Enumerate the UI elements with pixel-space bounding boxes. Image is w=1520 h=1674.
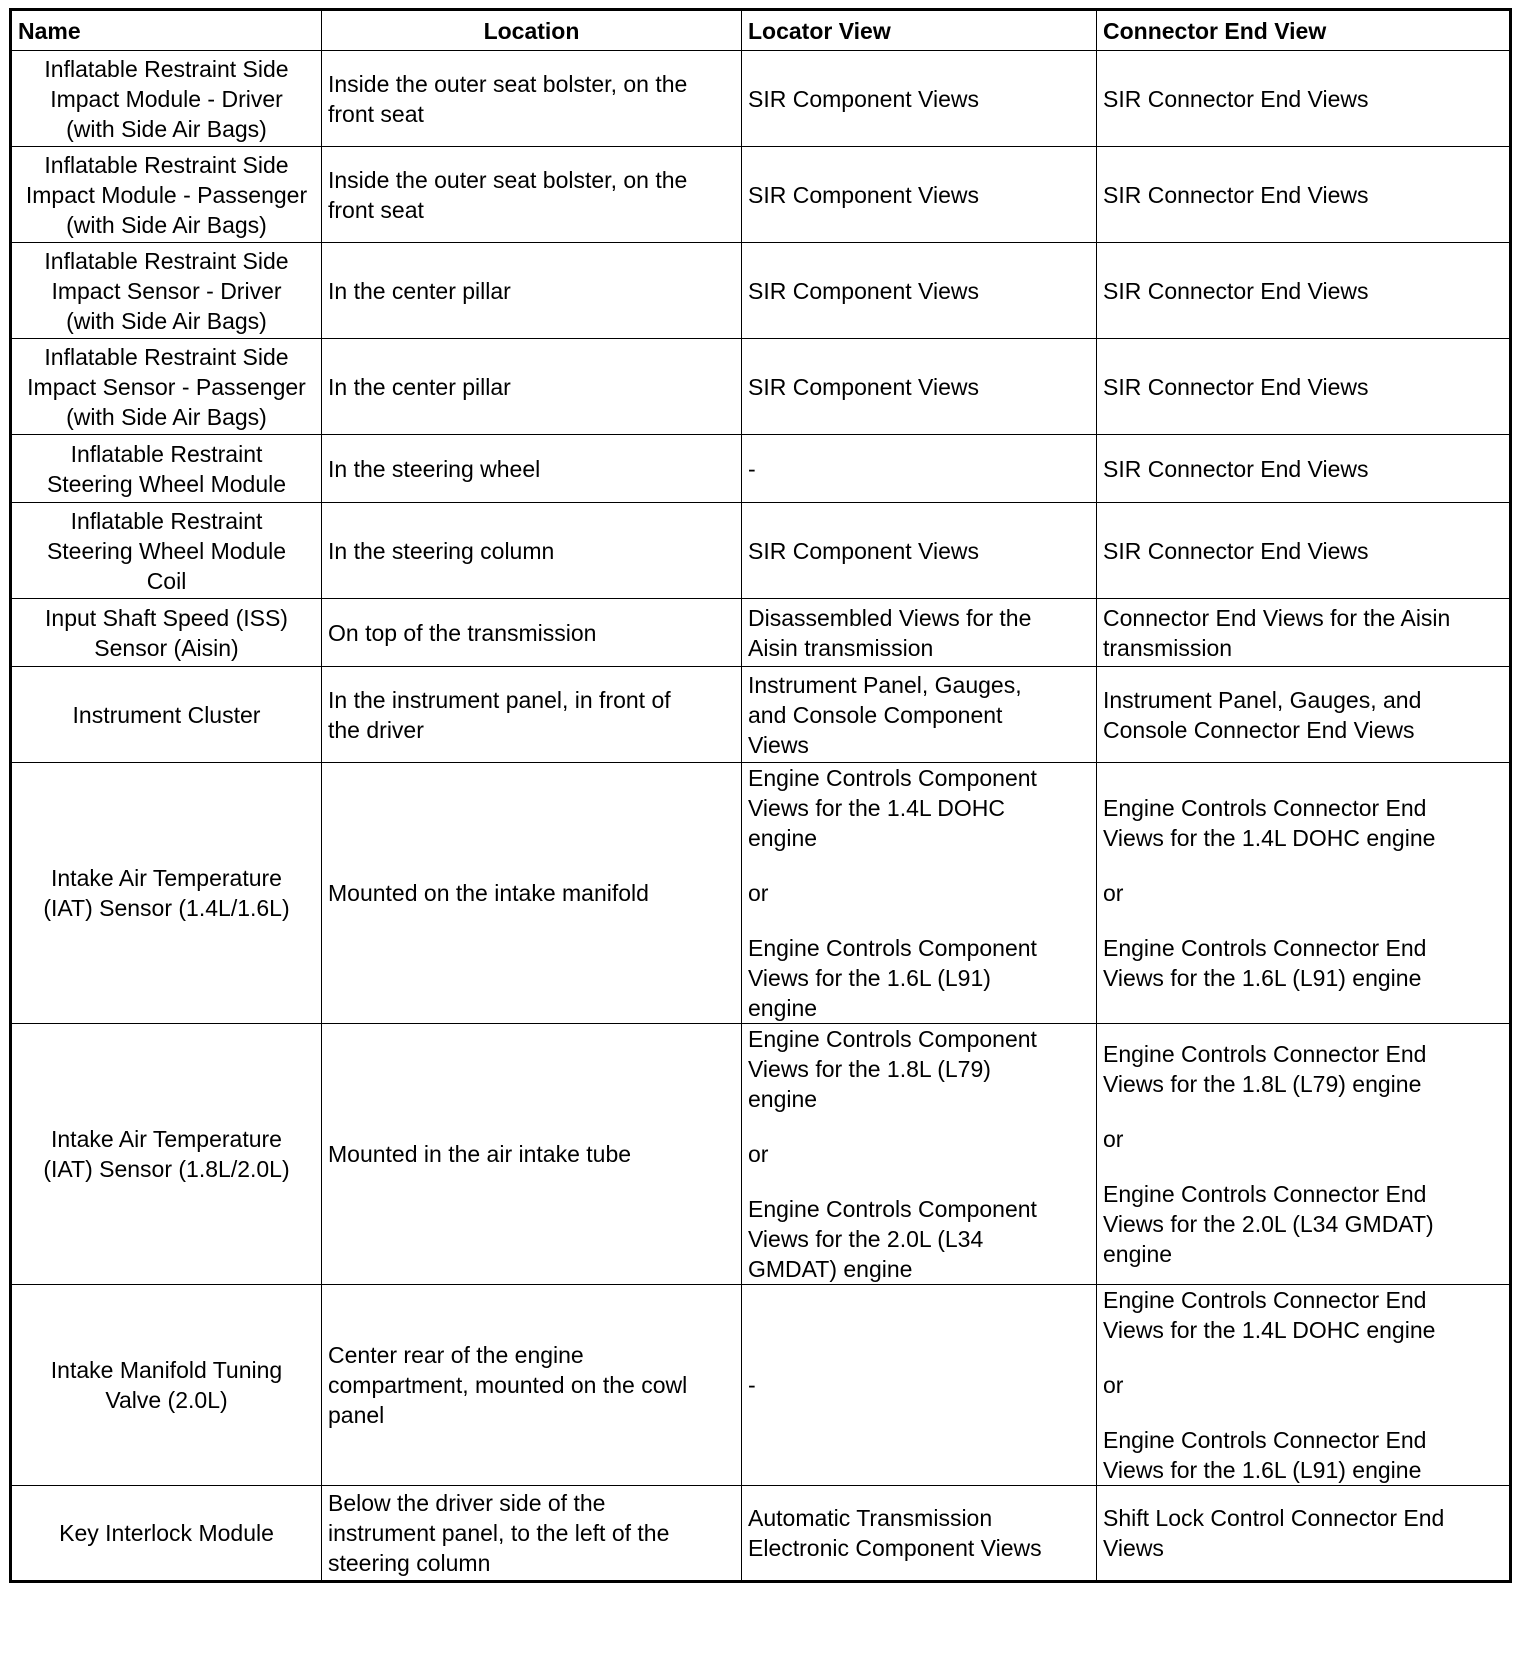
cell-name — [11, 503, 322, 599]
line-gap — [1103, 908, 1503, 933]
cell-text-line: Views for the 1.4L DOHC engine — [1103, 825, 1436, 851]
cell-text-line: In the steering column — [328, 537, 555, 564]
cell-text-line: Inflatable Restraint Side — [44, 343, 289, 370]
cell-connector-end-view — [1097, 243, 1511, 339]
cell-text-line: SIR Connector End Views — [1103, 277, 1369, 304]
cell-locator-view — [742, 599, 1097, 667]
cell-text-line: engine — [1103, 1241, 1173, 1267]
cell-name — [11, 667, 322, 763]
cell-text-line: Below the driver side of the — [328, 1490, 606, 1516]
cell-locator-view — [742, 243, 1097, 339]
cell-text-line: SIR Component Views — [748, 277, 979, 304]
cell-text-line: Center rear of the engine — [328, 1342, 584, 1368]
table-row — [11, 1024, 1511, 1285]
cell-locator-view — [742, 1024, 1097, 1285]
cell-text-line: or — [1103, 1372, 1124, 1398]
cell-text-line: engine — [748, 1086, 818, 1112]
cell-text-line: - — [748, 455, 756, 482]
cell-location — [322, 243, 742, 339]
cell-text-line: and Console Component — [748, 701, 1003, 728]
cell-connector-end-view — [1097, 51, 1511, 147]
cell-text-line: or — [1103, 880, 1124, 906]
cell-connector-end-view — [1097, 503, 1511, 599]
cell-text-line: or — [748, 1141, 769, 1167]
table-row — [11, 599, 1511, 667]
cell-text-line: In the center pillar — [328, 277, 511, 304]
cell-name — [11, 243, 322, 339]
cell-text-line: Key Interlock Module — [59, 1520, 274, 1546]
line-gap — [748, 908, 1090, 933]
table-row — [11, 339, 1511, 435]
cell-locator-view — [742, 435, 1097, 503]
cell-location — [322, 667, 742, 763]
cell-text-line: Engine Controls Connector End — [1103, 795, 1427, 821]
cell-text-line: Engine Controls Connector End — [1103, 1041, 1427, 1067]
cell-text-line: SIR Connector End Views — [1103, 373, 1369, 400]
cell-name — [11, 599, 322, 667]
cell-text-line: Instrument Panel, Gauges, — [748, 671, 1022, 698]
cell-name — [11, 435, 322, 503]
cell-text-line: - — [748, 1372, 756, 1398]
cell-location — [322, 51, 742, 147]
cell-text-line: engine — [748, 995, 818, 1021]
cell-text-line: Views for the 1.8L (L79) — [748, 1056, 991, 1082]
cell-text-line: Aisin transmission — [748, 634, 934, 661]
cell-text-line: GMDAT) engine — [748, 1256, 913, 1282]
cell-text-line: or — [1103, 1126, 1124, 1152]
table-row — [11, 1486, 1511, 1582]
header-row — [11, 10, 1511, 51]
cell-text-line: Views — [1103, 1535, 1164, 1561]
cell-text-line: SIR Connector End Views — [1103, 537, 1369, 564]
table-row — [11, 1285, 1511, 1486]
cell-text-line: SIR Connector End Views — [1103, 181, 1369, 208]
cell-connector-end-view — [1097, 1285, 1511, 1486]
cell-text-line: Engine Controls Component — [748, 765, 1037, 791]
cell-text-line: Views for the 1.6L (L91) — [748, 965, 991, 991]
cell-location — [322, 599, 742, 667]
cell-text-line: Views for the 2.0L (L34 GMDAT) — [1103, 1211, 1434, 1237]
cell-connector-end-view — [1097, 435, 1511, 503]
cell-text-line: Automatic Transmission — [748, 1505, 993, 1531]
cell-text-line: On top of the transmission — [328, 619, 597, 646]
cell-text-line: In the steering wheel — [328, 455, 541, 482]
cell-location — [322, 503, 742, 599]
cell-connector-end-view — [1097, 667, 1511, 763]
cell-name — [11, 763, 322, 1024]
cell-text-line: SIR Component Views — [748, 181, 979, 208]
cell-text-line: Input Shaft Speed (ISS) — [45, 604, 288, 631]
cell-text-line: SIR Connector End Views — [1103, 455, 1369, 482]
cell-text-line: Mounted in the air intake tube — [328, 1141, 632, 1167]
line-gap — [748, 853, 1090, 878]
line-gap — [1103, 1099, 1503, 1124]
cell-text-line: Steering Wheel Module — [46, 537, 287, 564]
cell-text-line: compartment, mounted on the cowl — [328, 1372, 688, 1398]
cell-locator-view — [742, 503, 1097, 599]
header-locator-view: Locator View — [742, 10, 1097, 51]
cell-locator-view — [742, 763, 1097, 1024]
cell-name — [11, 1285, 322, 1486]
cell-connector-end-view — [1097, 763, 1511, 1024]
cell-text-line: Impact Module - Passenger — [25, 181, 308, 208]
cell-text-line: panel — [328, 1402, 385, 1428]
cell-text-line: Inflatable Restraint Side — [44, 55, 289, 82]
table-row — [11, 243, 1511, 339]
cell-text-line: Engine Controls Component — [748, 1026, 1037, 1052]
cell-text-line: Impact Sensor - Driver — [51, 277, 282, 304]
line-gap — [1103, 1400, 1503, 1425]
cell-text-line: SIR Component Views — [748, 537, 979, 564]
cell-text-line: Inflatable Restraint Side — [44, 151, 289, 178]
cell-text-line: Engine Controls Component — [748, 935, 1037, 961]
cell-text-line: engine — [748, 825, 818, 851]
cell-text-line: Inside the outer seat bolster, on the — [328, 166, 688, 193]
line-gap — [1103, 853, 1503, 878]
cell-text-line: Steering Wheel Module — [46, 470, 287, 497]
cell-location — [322, 435, 742, 503]
cell-text-line: (IAT) Sensor (1.8L/2.0L) — [43, 1156, 290, 1182]
cell-connector-end-view — [1097, 1486, 1511, 1582]
cell-text-line: Intake Air Temperature — [51, 1126, 282, 1152]
cell-text-line: Views for the 2.0L (L34 — [748, 1226, 984, 1252]
cell-text-line: Impact Sensor - Passenger — [27, 373, 306, 400]
cell-text-line: Instrument Cluster — [72, 701, 261, 728]
cell-text-line: steering column — [328, 1550, 491, 1576]
cell-name — [11, 51, 322, 147]
cell-text-line: SIR Connector End Views — [1103, 85, 1369, 112]
table-row — [11, 435, 1511, 503]
cell-text-line: instrument panel, to the left of the — [328, 1520, 670, 1546]
cell-location — [322, 1024, 742, 1285]
line-gap — [748, 1114, 1090, 1139]
cell-location — [322, 339, 742, 435]
cell-text-line: Inflatable Restraint — [70, 507, 263, 534]
line-gap — [748, 1169, 1090, 1194]
cell-text-line: Console Connector End Views — [1103, 716, 1415, 743]
cell-name — [11, 1024, 322, 1285]
cell-text-line: Coil — [146, 567, 187, 594]
cell-locator-view — [742, 1285, 1097, 1486]
cell-text-line: (with Side Air Bags) — [66, 403, 267, 430]
cell-locator-view — [742, 339, 1097, 435]
cell-location — [322, 1486, 742, 1582]
cell-text-line: the driver — [328, 716, 424, 743]
table-row — [11, 763, 1511, 1024]
cell-text-line: Electronic Component Views — [748, 1535, 1042, 1561]
cell-text-line: (with Side Air Bags) — [66, 307, 267, 334]
table-body — [11, 51, 1511, 1582]
cell-text-line: Views — [748, 731, 809, 758]
table-row — [11, 667, 1511, 763]
cell-connector-end-view — [1097, 1024, 1511, 1285]
cell-connector-end-view — [1097, 339, 1511, 435]
line-gap — [1103, 1345, 1503, 1370]
cell-location — [322, 763, 742, 1024]
cell-text-line: Sensor (Aisin) — [94, 634, 239, 661]
header-name: Name — [11, 10, 322, 51]
cell-text-line: SIR Component Views — [748, 85, 979, 112]
cell-text-line: SIR Component Views — [748, 373, 979, 400]
cell-text-line: transmission — [1103, 634, 1233, 661]
cell-text-line: Engine Controls Component — [748, 1196, 1037, 1222]
cell-text-line: Disassembled Views for the — [748, 604, 1032, 631]
line-gap — [1103, 1154, 1503, 1179]
cell-text-line: front seat — [328, 196, 424, 223]
cell-name — [11, 1486, 322, 1582]
component-locator-table — [9, 8, 1512, 1583]
cell-text-line: Views for the 1.4L DOHC engine — [1103, 1317, 1436, 1343]
cell-location — [322, 147, 742, 243]
cell-text-line: Inside the outer seat bolster, on the — [328, 70, 688, 97]
cell-text-line: front seat — [328, 100, 424, 127]
cell-text-line: Engine Controls Connector End — [1103, 935, 1427, 961]
cell-text-line: Shift Lock Control Connector End — [1103, 1505, 1445, 1531]
cell-text-line: Connector End Views for the Aisin — [1103, 604, 1451, 631]
cell-text-line: Views for the 1.8L (L79) engine — [1103, 1071, 1422, 1097]
table-row — [11, 51, 1511, 147]
cell-text-line: (with Side Air Bags) — [66, 115, 267, 142]
cell-text-line: (IAT) Sensor (1.4L/1.6L) — [43, 895, 290, 921]
cell-text-line: Inflatable Restraint Side — [44, 247, 289, 274]
cell-locator-view — [742, 667, 1097, 763]
cell-connector-end-view — [1097, 599, 1511, 667]
cell-text-line: (with Side Air Bags) — [66, 211, 267, 238]
cell-text-line: Views for the 1.6L (L91) engine — [1103, 1457, 1422, 1483]
cell-locator-view — [742, 51, 1097, 147]
cell-text-line: Valve (2.0L) — [105, 1387, 228, 1413]
cell-text-line: Engine Controls Connector End — [1103, 1287, 1427, 1313]
cell-text-line: Instrument Panel, Gauges, and — [1103, 686, 1422, 713]
cell-connector-end-view — [1097, 147, 1511, 243]
cell-locator-view — [742, 147, 1097, 243]
cell-location — [322, 1285, 742, 1486]
cell-text-line: In the center pillar — [328, 373, 511, 400]
header-location: Location — [322, 10, 742, 51]
cell-text-line: Views for the 1.6L (L91) engine — [1103, 965, 1422, 991]
cell-text-line: Engine Controls Connector End — [1103, 1181, 1427, 1207]
cell-text-line: Impact Module - Driver — [50, 85, 283, 112]
cell-text-line: or — [748, 880, 769, 906]
cell-text-line: Intake Air Temperature — [51, 865, 282, 891]
cell-name — [11, 339, 322, 435]
table-row — [11, 503, 1511, 599]
table-row — [11, 147, 1511, 243]
cell-locator-view — [742, 1486, 1097, 1582]
header-connector-end-view: Connector End View — [1097, 10, 1511, 51]
cell-text-line: Inflatable Restraint — [70, 440, 263, 467]
cell-text-line: Intake Manifold Tuning — [50, 1357, 283, 1383]
cell-text-line: In the instrument panel, in front of — [328, 686, 671, 713]
cell-name — [11, 147, 322, 243]
cell-text-line: Engine Controls Connector End — [1103, 1427, 1427, 1453]
cell-text-line: Views for the 1.4L DOHC — [748, 795, 1005, 821]
cell-text-line: Mounted on the intake manifold — [328, 880, 649, 906]
